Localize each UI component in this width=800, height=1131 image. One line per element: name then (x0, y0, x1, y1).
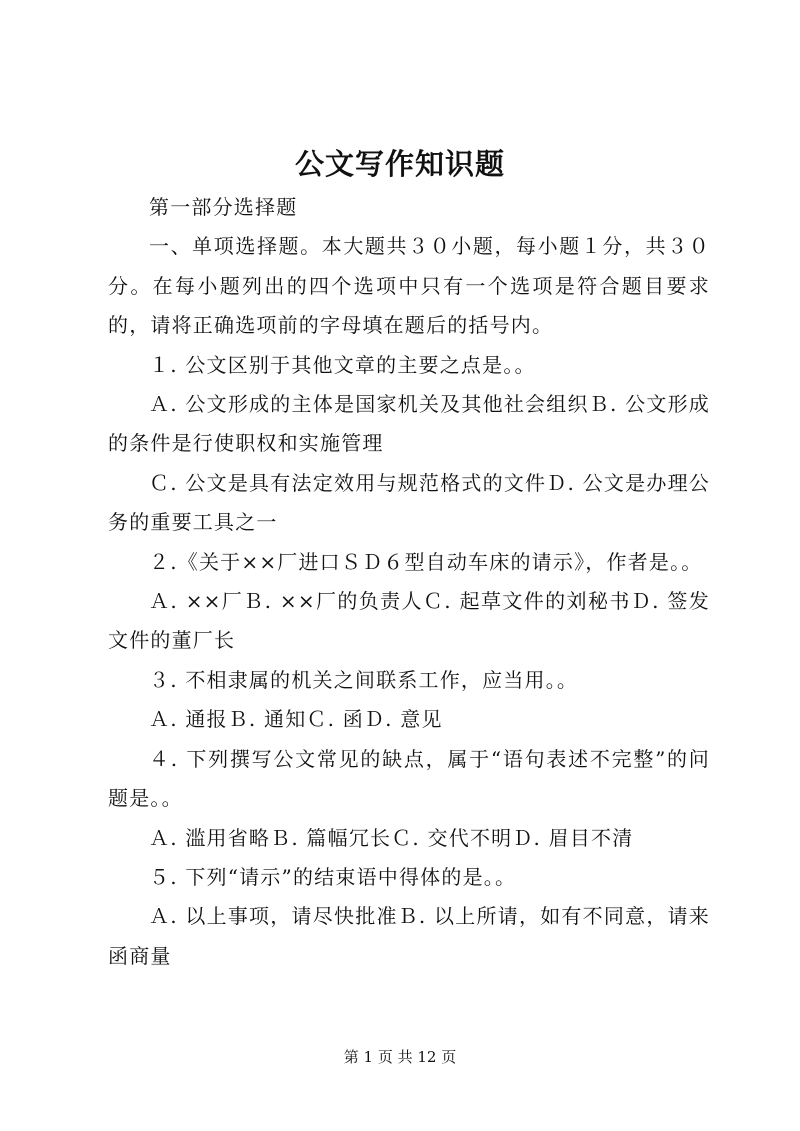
section-heading: 第一部分选择题 (149, 195, 298, 219)
question-2-options: Ａ. ××厂Ｂ. ××厂的负责人Ｃ. 起草文件的刘秘书Ｄ. 签发文件的董厂长 (108, 589, 710, 653)
question-5-options-ab: Ａ. 以上事项，请尽快批准Ｂ. 以上所请，如有不同意，请来函商量 (108, 904, 710, 968)
question-4: ４. 下列撰写公文常见的缺点，属于“语句表述不完整”的问题是。。 (108, 746, 710, 811)
document-body (108, 188, 710, 976)
instructions-paragraph: 一、单项选择题。本大题共３０小题，每小题１分，共３０分。在每小题列出的四个选项中只有一个选项是符合题目要求的，请将正确选项前的字母填在题后的括号内。 (108, 234, 710, 338)
question-3: ３. 不相隶属的机关之间联系工作，应当用。。 (149, 667, 579, 692)
question-1-options-ab: Ａ. 公文形成的主体是国家机关及其他社会组织Ｂ. 公文形成的条件是行使职权和实施管理 (108, 392, 710, 456)
question-5: ５. 下列“请示”的结束语中得体的是。。 (149, 864, 517, 889)
document-title: 公文写作知识题 (294, 147, 505, 181)
question-1: １. 公文区别于其他文章的主要之点是。。 (149, 352, 536, 377)
page-footer: 第 1 页 共 12 页 (343, 1048, 457, 1066)
question-1-options-cd: Ｃ. 公文是具有法定效用与规范格式的文件Ｄ. 公文是办理公务的重要工具之一 (108, 470, 710, 535)
question-4-options: Ａ. 滥用省略Ｂ. 篇幅冗长Ｃ. 交代不明Ｄ. 眉目不清 (149, 825, 634, 850)
question-2: ２.《关于××厂进口ＳＤ６型自动车床的请示》，作者是。。 (149, 549, 703, 574)
question-3-options: Ａ. 通报Ｂ. 通知Ｃ. 函Ｄ. 意见 (149, 707, 443, 732)
